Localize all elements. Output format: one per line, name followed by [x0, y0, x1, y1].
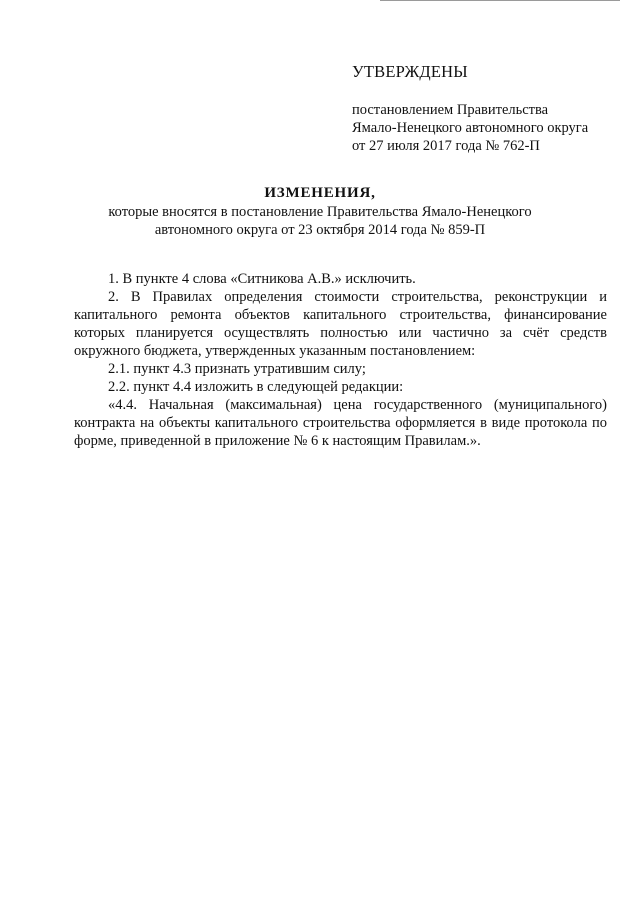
document-heading	[60, 184, 580, 239]
document-title: ИЗМЕНЕНИЯ,	[264, 185, 376, 201]
paragraph-2-2: 2.2. пункт 4.4 изложить в следующей редакции:	[108, 379, 404, 395]
document-body	[74, 270, 607, 450]
document-subtitle-line-2: автономного округа от 23 октября 2014 года № 859-П	[154, 222, 486, 238]
approval-title: УТВЕРЖДЕНЫ	[352, 62, 468, 81]
approval-line-region: Ямало-Ненецкого автономного округа	[352, 120, 589, 136]
approval-line-date: от 27 июля 2017 года № 762-П	[352, 138, 540, 154]
approval-block	[352, 62, 622, 155]
paragraph-1: 1. В пункте 4 слова «Ситникова А.В.» исключить.	[108, 271, 416, 287]
paragraph-4-4-quote: «4.4. Начальная (максимальная) цена государственного (муниципального) контракта на объекты капитального строительства оформляется в виде протокола по форме, приведенной в приложение № 6 к настоящим Правилам.».	[74, 397, 607, 449]
scan-edge-line	[380, 0, 620, 1]
paragraph-2: 2. В Правилах определения стоимости строительства, реконструкции и капитального ремонта объектов капитального строительства, финансирование которых планируется осуществлять полностью или частично за счёт средств окружного бюджета, утвержденных указанным постановлением:	[74, 289, 607, 359]
approval-line-authority: постановлением Правительства	[352, 102, 549, 118]
document-subtitle-line-1: которые вносятся в постановление Правительства Ямало-Ненецкого	[108, 204, 532, 220]
paragraph-2-1: 2.1. пункт 4.3 признать утратившим силу;	[108, 361, 366, 377]
